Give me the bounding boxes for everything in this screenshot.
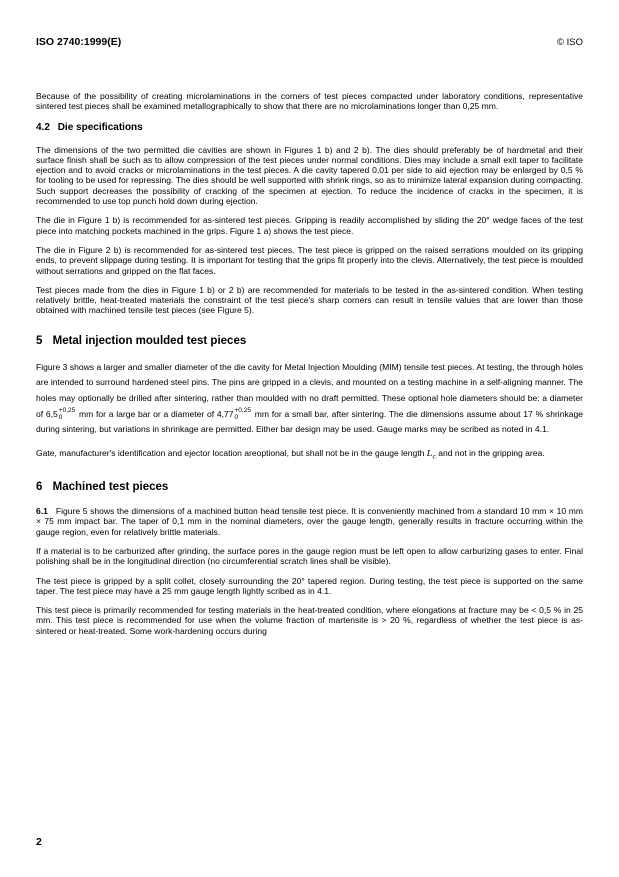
paragraph: If a material is to be carburized after grinding, the surface pores in the gauge region must be left open to allow carburizing gases to enter. Final polishing shall be in the longitudinal direction (no circumferential scratch lines shall be visible). [36, 545, 583, 567]
gate-paragraph: Gate, manufacturer's identification and ejector location areoptional, but shall not be in the gauge length $L_c$ and not in the gripping area. [36, 447, 545, 461]
page-body [36, 91, 583, 645]
section-title: Machined test pieces [52, 481, 169, 494]
subsection-number: 6.1 [36, 506, 48, 517]
paragraph: The die in Figure 1 b) is recommended for as-sintered test pieces. Gripping is readily accomplished by sliding the 20° wedge faces of the test piece into matching pockets machined in the grips. Figure 1 a) shows the test piece. [36, 215, 583, 236]
section-title: Metal injection moulded test pieces [52, 334, 247, 347]
subsection-6-1-paragraph: 6.1 Figure 5 shows the dimensions of a machined button head tensile test piece. It is conveniently machined from a standard 10 mm × 10 mm × 75 mm impact bar. The taper of 0,1 mm in the nominal diameters, over the gauge length, generally results in fracture occurring within the gauge region, even for relatively brittle materials. [36, 506, 583, 537]
section-6-heading [36, 481, 583, 493]
section-number: 4.2 [36, 121, 50, 133]
paragraph: The die in Figure 2 b) is recommended for as-sintered test pieces. The test piece is gripped on the raised serrations moulded on its gripping ends, to prevent slippage during testing. It is important for testing that the grips fit properly into the clevis. Alternatively, the test piece is moulded without serrations and gripped on the flat faces. [36, 244, 583, 276]
tolerance-stack: +0,25 0 [58, 406, 76, 421]
copyright-notice: © ISO [556, 37, 583, 48]
gauge-length-symbol: $L_c$ [426, 448, 436, 461]
paragraph: The dimensions of the two permitted die cavities are shown in Figures 1 b) and 2 b). The dies should preferably be of hardmetal and their surface finish shall be such as to allow compression of the test pieces under normal conditions. Dies may include a small exit taper to facilitate ejection and to avoid cracks or microlaminations in the test pieces. A die cavity tapered 0,01 per side to aid ejection may be enlarged by 0,5 % for tooling to be used for repressing. The dies should be well supported with shrink rings, so as to minimize lateral expansion during compacting. Such support decreases the possibility of cracking of the specimen at ejection. To reduce the incidence of cracks in the specimen, it is recommended to use top punch hold down during ejection. [36, 144, 583, 207]
intro-paragraph: Because of the possibility of creating microlaminations in the corners of test pieces compacted under laboratory conditions, representative sintered test pieces shall be examined metallographically to show that there are no microlaminations longer than 0,25 mm. [36, 91, 583, 112]
tolerance-stack: +0,25 0 [234, 406, 251, 421]
mim-paragraph: Figure 3 shows a larger and smaller diameter of the die cavity for Metal Injection Moulding (MIM) tensile test pieces. At testing, the through holes are intended to surround hardened steel pins. The pins are gripped in a clevis, and mounted on a testing machine in a self-aligning manner. The holes may optionally be drilled after sintering, rather than moulded with no draft permitted. These optional hole diameters should be: a diameter of 6,5 +0,25 0 mm for a large bar or a diameter of 4,77 +0,25 0 mm for a small bar, after sintering. The die dimensions assume about 17 % shrinkage during sintering, but variations in shrinkage are permitted. Either bar design may be used. Gauge marks may be scribed as noted in 4.1. [36, 361, 583, 435]
paragraph: Test pieces made from the dies in Figure 1 b) or 2 b) are recommended for materials to be tested in the as-sintered condition. When testing relatively brittle, heat-treated materials the constraint of the test piece's sharp corners can result in tensile values that are lower than those obtained with machined tensile test pieces (see Figure 5). [36, 284, 583, 316]
standard-designation: ISO 2740:1999(E) [36, 36, 122, 48]
paragraph: The test piece is gripped by a split collet, closely surrounding the 20° tapered region. During testing, the test piece is supported on the same taper. The test piece may have a 25 mm gauge length lightly scribed as in 4.1. [36, 575, 583, 596]
section-4-2-heading [36, 122, 583, 133]
section-5-heading [36, 335, 583, 347]
page-number: 2 [36, 836, 42, 848]
section-number: 6 [36, 481, 43, 494]
paragraph: This test piece is primarily recommended for testing materials in the heat-treated condition, where elongations at fracture may be < 0,5 % in 25 mm. This test piece is recommended for use when the volume fraction of martensite is > 20 %, regardless of whether the test piece is as-sintered or heat-treated. Some work-hardening occurs during [36, 605, 583, 636]
section-number: 5 [36, 334, 43, 347]
section-title: Die specifications [57, 121, 143, 133]
